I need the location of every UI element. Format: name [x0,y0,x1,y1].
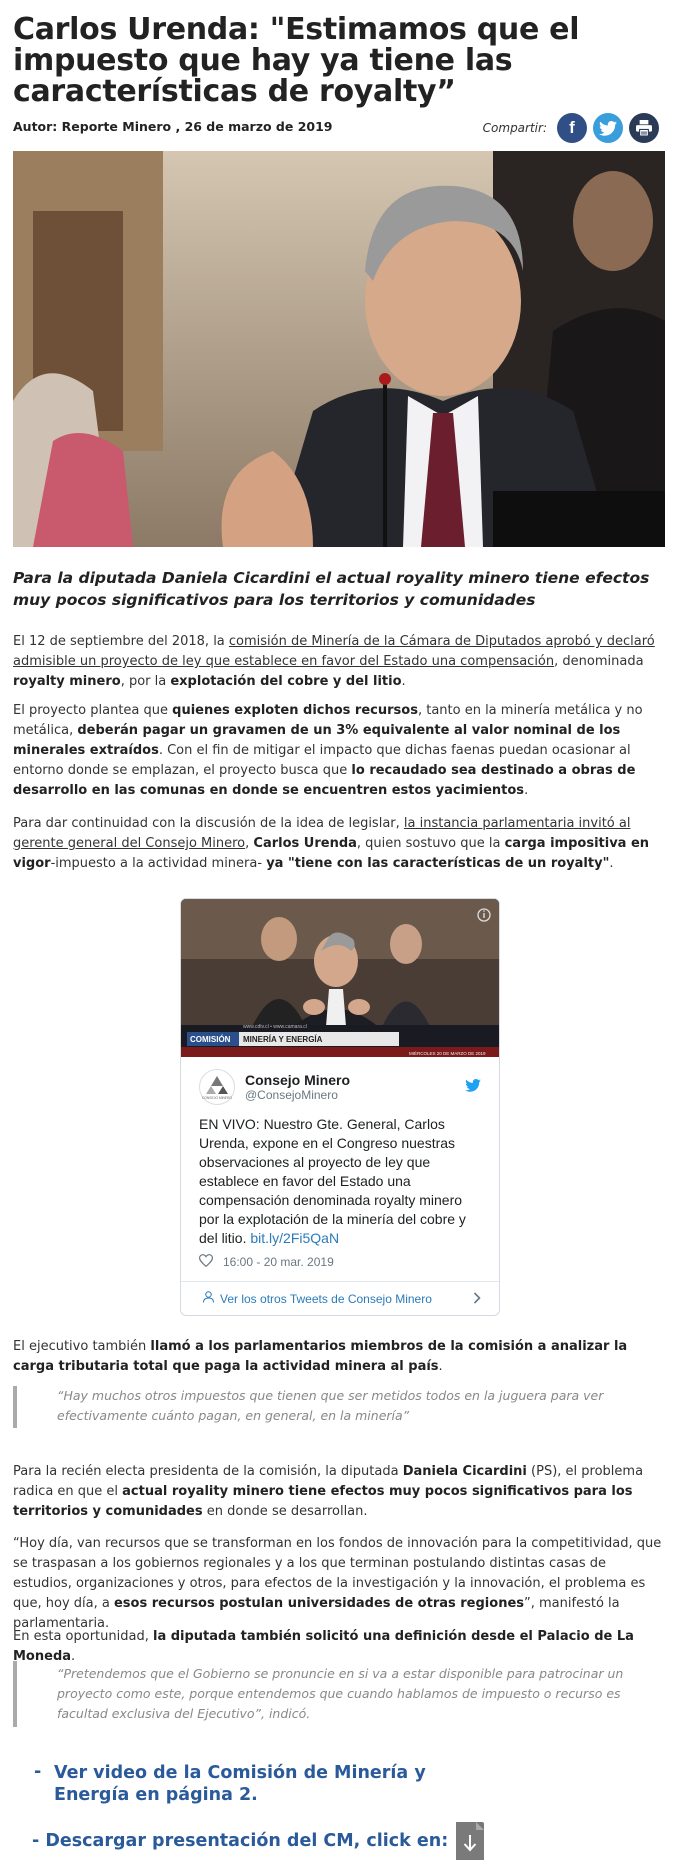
p2-text-b: , tanto en la minería metálica y no metálica, [13,703,643,738]
p4-text-a: El ejecutivo también [13,1339,151,1354]
p7-text-b: . [71,1649,76,1664]
tweet-footer-link[interactable] [181,1281,499,1315]
p1-text-d: . [401,674,406,689]
quote-2: “Pretendemos que el Gobierno se pronuncie en si va a estar disponible para patrocinar un proyecto como este, porque entendemos que cuando hablamos de impuesto o recurso es facultad exclusiva del Ejecutivo”, indicó. [13,1661,665,1727]
embedded-tweet[interactable] [180,898,500,1316]
p2-bold-3: lo recaudado sea destinado a obras de desarrollo en las comunas en donde se encuentren estos yacimientos [13,763,636,798]
p4-text-b: . [438,1359,443,1374]
facebook-icon: f [569,118,575,137]
quote-1: “Hay muchos otros impuestos que tienen que ser metidos todos en la juguera para ver efectivamente cuánto pagan, en general, en la minería” [13,1386,665,1428]
twitter-share-button[interactable] [593,113,623,143]
tweet-media-banner-right: MINERÍA Y ENERGÍA [243,1035,323,1044]
p3-bold-3: ya "tiene con las características de un royalty" [266,856,610,871]
p5-bold-2: actual royality minero tiene efectos muy pocos significativos para los territorios y comunidades [13,1484,633,1519]
p1-link[interactable]: comisión de Minería de la Cámara de Diputados aprobó y declaró admisible un proyecto de ley que establece en favor del Estado una compensación [13,634,655,669]
paragraph-1 [13,632,665,692]
tweet-video-illustration [181,899,499,1057]
p1-bold-1: royalty minero [13,674,121,689]
article-title: Carlos Urenda: "Estimamos que el impuesto que hay ya tiene las características de royalty” [13,12,580,109]
tweet-text-body: EN VIVO: Nuestro Gte. General, Carlos Urenda, expone en el Congreso nuestras observaciones al proyecto de ley que establece en favor del Estado una compensación denominada royalty minero por la explotación de la minería del cobre y del litio. [199,1116,466,1246]
p5-text-b: (PS), el problema radica en que el [13,1464,644,1499]
tweet-media-date: MIÉRCOLES 20 DE MARZO DE 2019 [409,1051,486,1056]
p1-text-b: , denominada [554,654,644,669]
paragraph-2 [13,701,665,801]
tweet-media-banner-left: COMISIÓN [190,1035,231,1044]
p1-bold-2: explotación del cobre y del litio [170,674,402,689]
share-bar [483,113,659,143]
share-label: Compartir: [482,121,547,135]
p7-bold-1: la diputada también solicitó una definición desde el Palacio de La Moneda [13,1629,634,1664]
printer-icon [635,120,653,136]
p2-text-d: . [524,783,529,798]
tweet-timestamp[interactable]: 16:00 - 20 mar. 2019 [223,1255,334,1269]
p3-text-c: , quien sostuvo que la [356,836,505,851]
p2-text-a: El proyecto plantea que [13,703,173,718]
consejo-minero-avatar[interactable] [199,1069,235,1105]
p7-text-a: En esta oportunidad, [13,1629,153,1644]
p3-text-b: , [245,836,254,851]
p6-bold-1: esos recursos postulan universidades de otras regiones [113,1596,525,1611]
video-link[interactable]: Ver video de la Comisión de Minería y Energía en página 2. [54,1763,426,1805]
facebook-share-button[interactable] [557,113,587,143]
hero-photo-illustration [13,151,665,547]
p5-text-a: Para la recién electa presidenta de la comisión, la diputada [13,1464,403,1479]
p1-text-c: , por la [120,674,171,689]
article-subtitle: Para la diputada Daniela Cicardini el actual royality minero tiene efectos muy pocos significativos para los territorios y comunidades [13,569,650,609]
p3-text-d: -impuesto a la actividad minera- [50,856,267,871]
tweet-body [181,1057,499,1270]
download-icon[interactable] [456,1822,484,1860]
paragraph-4 [13,1337,665,1377]
paragraph-5 [13,1462,665,1522]
consejo-minero-logo-text: CONSEJO MINERO [202,1096,232,1100]
tweet-video-thumbnail[interactable] [181,899,499,1057]
tweet-header [199,1069,481,1105]
p5-text-c: en donde se desarrollan. [202,1504,368,1519]
download-link[interactable]: - Descargar presentación del CM, click en: [32,1831,449,1851]
p1-text-a: El 12 de septiembre del 2018, la [13,634,229,649]
p2-text-c: . Con el fin de mitigar el impacto que dichas faenas puedan ocasionar al entorno donde se emplazan, el proyecto busca que [13,743,631,778]
p2-bold-2: deberán pagar un gravamen de un 3% equivalente al valor nominal de los minerales extraídos [13,723,621,758]
p3-text-e: . [609,856,614,871]
print-button[interactable] [629,113,659,143]
heart-icon[interactable] [199,1254,213,1270]
person-icon [203,1291,214,1306]
paragraph-3 [13,814,665,874]
tweet-author-handle[interactable]: @ConsejoMinero [245,1088,338,1102]
p3-text-a: Para dar continuidad con la discusión de la idea de legislar, [13,816,404,831]
download-row [32,1822,484,1860]
video-link-dash: - [34,1762,42,1782]
p3-link[interactable]: la instancia parlamentaria invitó al gerente general del Consejo Minero [13,816,631,851]
twitter-bird-icon[interactable] [465,1079,481,1096]
p2-bold-1: quienes exploten dichos recursos [172,703,418,718]
p4-bold-1: llamó a los parlamentarios miembros de la comisión a analizar la carga tributaria total que paga la actividad minera al país [13,1339,628,1374]
hero-photo [13,151,665,547]
p5-bold-1: Daniela Cicardini [402,1464,527,1479]
twitter-icon [599,121,617,136]
tweet-meta [199,1254,481,1270]
p6-text-b: ”, manifestó la parlamentaria. [13,1596,620,1631]
p6-text-a: “Hoy día, van recursos que se transforman en los fondos de innovación para la competitividad, que se traspasan a los gobiernos regionales y a los que terminan postulando distintas casas de estudios, organizaciones y otros, para efectos de la investigación y la innovación, el problema es que, hoy día, a [13,1536,662,1611]
tweet-footer-label: Ver los otros Tweets de Consejo Minero [220,1291,432,1306]
consejo-minero-logo [202,1072,232,1102]
author-line: Autor: Reporte Minero , 26 de marzo de 2019 [13,119,333,134]
p3-bold-2: carga impositiva en vigor [13,836,650,871]
tweet-author-name[interactable]: Consejo Minero [245,1072,351,1088]
p3-bold-1: Carlos Urenda [253,836,357,851]
tweet-media-url: www.cdtv.cl • www.camara.cl [243,1024,307,1030]
chevron-right-icon [473,1291,481,1307]
tweet-text [199,1115,481,1248]
paragraph-6 [13,1534,665,1634]
tweet-link[interactable]: bit.ly/2Fi5QaN [250,1230,340,1246]
